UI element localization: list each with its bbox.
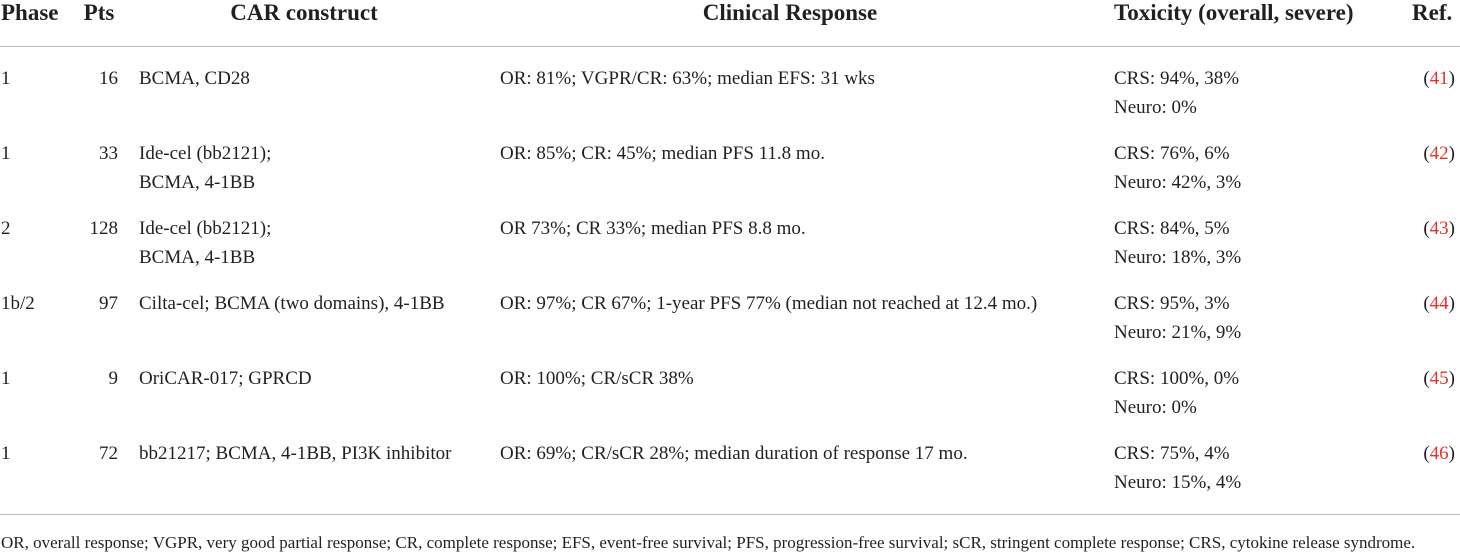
cell-car-construct <box>126 272 482 347</box>
ref-close-paren: ) <box>1448 218 1455 239</box>
toxicity-crs: CRS: 84%, 5% <box>1114 218 1230 239</box>
cell-car-construct <box>126 422 482 515</box>
toxicity-neuro: Neuro: 15%, 4% <box>1114 472 1242 493</box>
table-row <box>0 272 1460 347</box>
ref-close-paren: ) <box>1448 443 1455 464</box>
toxicity-crs: CRS: 76%, 6% <box>1114 143 1230 164</box>
toxicity-neuro: Neuro: 21%, 9% <box>1114 322 1242 343</box>
ref-link[interactable]: 45 <box>1429 368 1449 389</box>
header-pts: Pts <box>72 0 126 47</box>
toxicity-neuro: Neuro: 18%, 3% <box>1114 247 1242 268</box>
ref-open-paren: ( <box>1423 368 1430 389</box>
toxicity-neuro: Neuro: 0% <box>1114 397 1197 418</box>
table-row <box>0 347 1460 422</box>
cell-clinical-response: OR: 81%; VGPR/CR: 63%; median EFS: 31 wks <box>500 68 875 89</box>
header-clinical-response: Clinical Response <box>482 0 1098 47</box>
ref-link[interactable]: 42 <box>1429 143 1449 164</box>
header-car-construct: CAR construct <box>126 0 482 47</box>
cell-ref <box>1400 347 1460 422</box>
cell-car-construct <box>126 197 482 272</box>
cell-toxicity <box>1098 122 1400 197</box>
ref-link[interactable]: 46 <box>1429 443 1449 464</box>
ref-open-paren: ( <box>1423 218 1430 239</box>
ref-open-paren: ( <box>1423 143 1430 164</box>
cell-car-construct <box>126 347 482 422</box>
cell-clinical-response: OR: 85%; CR: 45%; median PFS 11.8 mo. <box>500 143 825 164</box>
toxicity-neuro: Neuro: 42%, 3% <box>1114 172 1242 193</box>
table-row <box>0 422 1460 515</box>
toxicity-neuro: Neuro: 0% <box>1114 97 1197 118</box>
ref-link[interactable]: 43 <box>1429 218 1449 239</box>
car-line: BCMA, 4-1BB <box>139 247 256 268</box>
table-body <box>0 47 1460 515</box>
cell-car-construct <box>126 47 482 123</box>
cell-pts: 72 <box>72 422 126 515</box>
table-footnote: OR, overall response; VGPR, very good partial response; CR, complete response; EFS, event-free survival; PFS, progression-free survival; sCR, stringent complete response; CRS, cytokine release syndrome. <box>1 533 1416 552</box>
cell-ref <box>1400 272 1460 347</box>
ref-link[interactable]: 44 <box>1429 293 1449 314</box>
cell-ref <box>1400 197 1460 272</box>
table-row <box>0 47 1460 123</box>
cell-ref <box>1400 422 1460 515</box>
header-ref: Ref. <box>1400 0 1460 47</box>
cell-phase: 2 <box>1 218 11 239</box>
table-row <box>0 122 1460 197</box>
car-line: BCMA, CD28 <box>139 68 250 89</box>
cell-phase: 1 <box>0 422 72 515</box>
cell-clinical-response: OR: 97%; CR 67%; 1-year PFS 77% (median not reached at 12.4 mo.) <box>500 293 1038 314</box>
cell-ref <box>1400 122 1460 197</box>
cell-phase: 1 <box>1 143 11 164</box>
header-row <box>0 0 1460 47</box>
cell-pts: 9 <box>108 368 118 389</box>
ref-open-paren: ( <box>1423 443 1430 464</box>
cell-toxicity <box>1098 47 1400 123</box>
car-line: bb21217; BCMA, 4-1BB, PI3K inhibitor <box>139 443 452 464</box>
cell-pts: 33 <box>99 143 118 164</box>
table-row <box>0 197 1460 272</box>
toxicity-crs: CRS: 100%, 0% <box>1114 368 1240 389</box>
cell-toxicity <box>1098 197 1400 272</box>
toxicity-crs: CRS: 75%, 4% <box>1114 443 1230 464</box>
car-line: OriCAR-017; GPRCD <box>139 368 312 389</box>
cell-clinical-response: OR: 100%; CR/sCR 38% <box>500 368 694 389</box>
ref-close-paren: ) <box>1448 68 1455 89</box>
ref-close-paren: ) <box>1448 293 1455 314</box>
table-header <box>0 0 1460 47</box>
car-line: Ide-cel (bb2121); <box>139 218 272 239</box>
car-line: Ide-cel (bb2121); <box>139 143 272 164</box>
ref-close-paren: ) <box>1448 368 1455 389</box>
ref-open-paren: ( <box>1423 68 1430 89</box>
header-toxicity: Toxicity (overall, severe) <box>1098 0 1400 47</box>
cell-pts: 16 <box>99 68 118 89</box>
header-phase: Phase <box>0 0 72 47</box>
cell-toxicity <box>1098 422 1400 515</box>
cell-toxicity <box>1098 347 1400 422</box>
toxicity-crs: CRS: 95%, 3% <box>1114 293 1230 314</box>
cell-car-construct <box>126 122 482 197</box>
cell-ref <box>1400 47 1460 123</box>
cell-clinical-response: OR: 69%; CR/sCR 28%; median duration of response 17 mo. <box>482 422 1098 515</box>
cell-phase: 1b/2 <box>1 293 35 314</box>
cell-toxicity <box>1098 272 1400 347</box>
toxicity-crs: CRS: 94%, 38% <box>1114 68 1240 89</box>
car-line: BCMA, 4-1BB <box>139 172 256 193</box>
car-line: Cilta-cel; BCMA (two domains), 4-1BB <box>139 293 445 314</box>
cell-phase: 1 <box>1 368 11 389</box>
ref-open-paren: ( <box>1423 293 1430 314</box>
cell-phase: 1 <box>1 68 11 89</box>
cell-pts: 128 <box>89 218 118 239</box>
cell-pts: 97 <box>99 293 118 314</box>
cell-clinical-response: OR 73%; CR 33%; median PFS 8.8 mo. <box>500 218 806 239</box>
ref-link[interactable]: 41 <box>1429 68 1449 89</box>
ref-close-paren: ) <box>1448 143 1455 164</box>
